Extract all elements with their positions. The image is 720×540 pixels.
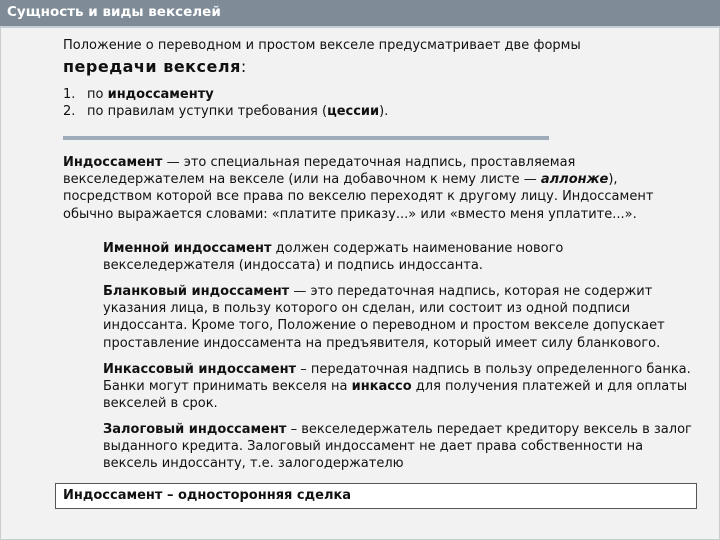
conclusion-text: Индоссамент – односторонняя сделка [63, 488, 352, 503]
allonge-term: аллонже [540, 172, 609, 188]
list-term: цессии [327, 104, 380, 119]
page-title: Сущность и виды векселей [7, 4, 221, 20]
item-text: — это передаточная надпись, которая не содержит указания лица, в пользу которого он сделан, или состоит из одной подписи индоссанта. Кроме того, Положение о переводном и простом векселе допускает проставление индоссамента на предъявителя, который имеет силу бланкового. [103, 284, 665, 351]
item-term: Залоговый индоссамент [103, 422, 287, 437]
intro-text: Положение о переводном и простом векселе предусматривает две формы [63, 38, 581, 53]
item-text-1: – передаточная надпись в пользу определенного банка. Банки могут принимать векселя на [103, 362, 691, 395]
collection-endorsement-item [103, 361, 693, 413]
named-endorsement-item [103, 240, 693, 274]
list-suffix: ). [379, 104, 389, 119]
definition-text-2: ), посредством которой все права по векселю переходят к другому лицу. Индоссамент обычно выражается словами: «платите приказу...» или «вместо меня уплатите...». [63, 172, 654, 222]
title-bar [0, 0, 720, 26]
intro-emphasis [63, 57, 247, 76]
title-underline [0, 26, 720, 28]
list-prefix: по [87, 87, 108, 102]
item-term: Инкассовый индоссамент [103, 362, 297, 377]
endorsement-definition [63, 154, 693, 223]
intro-emphasis-text: передачи векселя [63, 57, 241, 76]
list-number: 2. [63, 104, 76, 119]
list-item [63, 86, 388, 103]
definition-text-1: — это специальная передаточная надпись, проставляемая векселедержателем на векселе (или на добавочном к нему листе — [63, 155, 576, 188]
section-divider [63, 136, 549, 140]
list-term: индоссаменту [107, 87, 214, 102]
item-text: должен содержать наименование нового векселедержателя (индоссата) и подпись индоссанта. [103, 241, 564, 274]
list-item [63, 103, 388, 120]
transfer-forms-list [63, 86, 388, 120]
item-text: – векселедержатель передает кредитору вексель в залог выданного кредита. Залоговый индоссамент не дает права собственности на вексель индоссанту, т.е. залогодержателю [103, 422, 692, 472]
item-term: Бланковый индоссамент [103, 284, 290, 299]
list-number: 1. [63, 87, 76, 102]
list-prefix: по правилам уступки требования ( [87, 104, 328, 119]
blank-endorsement-item [103, 283, 693, 352]
intro-colon: : [240, 57, 247, 76]
collection-term: инкассо [351, 379, 412, 395]
conclusion-box [55, 483, 697, 509]
item-text-2: для получения платежей и для оплаты векселей в срок. [103, 379, 688, 412]
definition-term: Индоссамент [63, 155, 163, 170]
item-term: Именной индоссамент [103, 241, 272, 256]
pledge-endorsement-item [103, 421, 693, 473]
